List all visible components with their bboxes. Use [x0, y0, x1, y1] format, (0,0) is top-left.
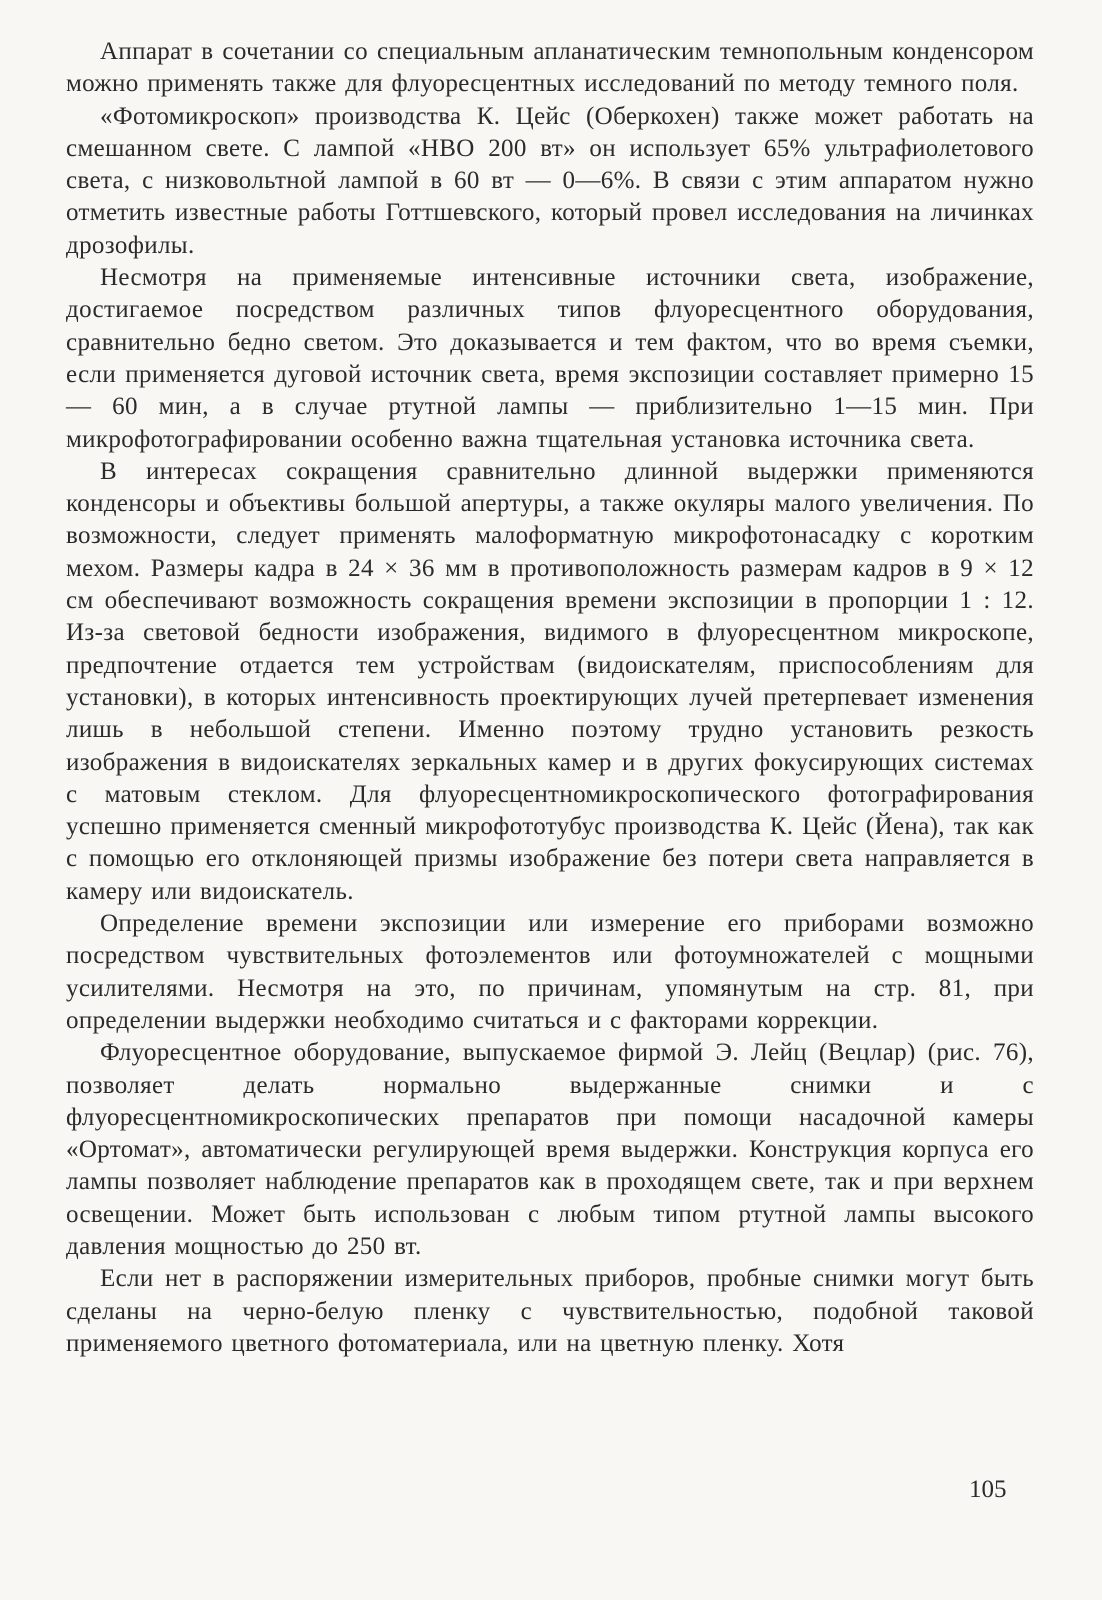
- body-text: [66, 36, 1034, 1360]
- paragraph-2: «Фотомикроскоп» производства К. Цейс (Оберкохен) также может работать на смешанном свете. С лампой «НВО 200 вт» он использует 65% ультрафиолетового света, с низковольтной лампой в 60 вт — 0—6%. В связи с этим аппаратом нужно отметить известные работы Готтшевского, который провел исследования на личинках дрозофилы.: [66, 102, 1034, 259]
- paragraph-7: Если нет в распоряжении измерительных приборов, пробные снимки могут быть сделаны на черно-белую пленку с чувствительностью, подобной таковой применяемого цветного фотоматериала, или на цветную пленку. Хотя: [66, 1265, 1034, 1357]
- paragraph-3: Несмотря на применяемые интенсивные источники света, изображение, достигаемое посредством различных типов флуоресцентного оборудования, сравнительно бедно светом. Это доказывается и тем фактом, что во время съемки, если применяется дуговой источник света, время экспозиции составляет примерно 15 — 60 мин, а в случае ртутной лампы — приблизительно 1—15 мин. При микрофотографировании особенно важна тщательная установка источника света.: [66, 264, 1034, 453]
- paragraph-5: Определение времени экспозиции или измерение его приборами возможно посредством чувствительных фотоэлементов или фотоумножателей с мощными усилителями. Несмотря на это, по причинам, упомянутым на стр. 81, при определении выдержки необходимо считаться и с факторами коррекции.: [66, 910, 1034, 1034]
- paragraph-4: В интересах сокращения сравнительно длинной выдержки применяются конденсоры и объективы большой апертуры, а также окуляры малого увеличения. По возможности, следует применять малоформатную микрофотонасадку с коротким мехом. Размеры кадра в 24 × 36 мм в противоположность размерам кадров в 9 × 12 см обеспечивают возможность сокращения времени экспозиции в пропорции 1 : 12. Из-за световой бедности изображения, видимого в флуоресцентном микроскопе, предпочтение отдается тем устройствам (видоискателям, приспособлениям для установки), в которых интенсивность проектирующих лучей претерпевает изменения лишь в небольшой степени. Именно поэтому трудно установить резкость изображения в видоискателях зеркальных камер и в других фокусирующих системах с матовым стеклом. Для флуоресцентномикроскопического фотографирования успешно применяется сменный микрофототубус производства К. Цейс (Йена), так как с помощью его отклоняющей призмы изображение без потери света направляется в камеру или видоискатель.: [66, 457, 1034, 905]
- paragraph-1: Аппарат в сочетании со специальным апланатическим темнопольным конденсором можно применять также для флуоресцентных исследований по методу темного поля.: [66, 38, 1034, 98]
- paragraph-6: Флуоресцентное оборудование, выпускаемое фирмой Э. Лейц (Вецлар) (рис. 76), позволяет делать нормально выдержанные снимки и с флуоресцентномикроскопических препаратов при помощи насадочной камеры «Ортомат», автоматически регулирующей время выдержки. Конструкция корпуса его лампы позволяет наблюдение препаратов как в проходящем свете, так и при верхнем освещении. Может быть использован с любым типом ртутной лампы высокого давления мощностью до 250 вт.: [66, 1039, 1034, 1260]
- page-number: 105: [969, 1476, 1007, 1503]
